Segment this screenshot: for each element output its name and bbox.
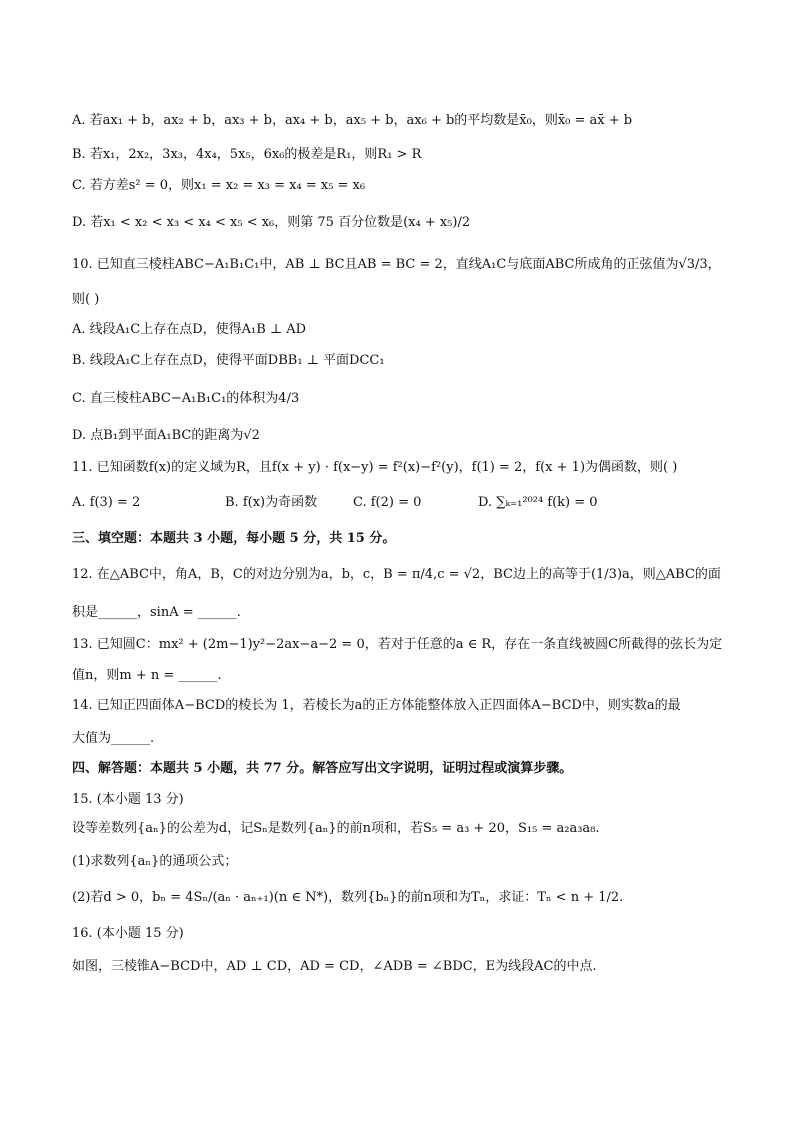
q11-option-b: B. f(x)为奇函数	[225, 495, 318, 510]
q11-option-c: C. f(2) = 0	[353, 495, 422, 510]
q10-option-d: D. 点B₁到平面A₁BC的距离为√2	[72, 428, 260, 443]
q9-option-b: B. 若x₁，2x₂，3x₃，4x₄，5x₅，6x₆的极差是R₁，则R₁ > R	[72, 147, 422, 162]
q15-part1: (1)求数列{aₙ}的通项公式；	[72, 854, 238, 869]
q9-option-d: D. 若x₁ < x₂ < x₃ < x₄ < x₅ < x₆，则第 75 百分位数是(x₄ + x₅)/2	[72, 215, 471, 230]
q12-stem-cont: 积是______，sinA = ______.	[72, 605, 241, 620]
q15-stem: 设等差数列{aₙ}的公差为d，记Sₙ是数列{aₙ}的前n项和，若S₅ = a₃ + 20，S₁₅ = a₂a₃a₈.	[72, 821, 600, 836]
q9-option-a: A. 若ax₁ + b，ax₂ + b，ax₃ + b，ax₄ + b，ax₅ + b，ax₆ + b的平均数是x̄₀，则x̄₀ = ax̄ + b	[72, 113, 633, 128]
q14-stem: 14. 已知正四面体A−BCD的棱长为 1，若棱长为a的正方体能整体放入正四面体A−BCD中，则实数a的最	[72, 698, 681, 713]
q10-option-b: B. 线段A₁C上存在点D，使得平面DBB₁ ⊥ 平面DCC₁	[72, 353, 385, 368]
section-header-solutions: 四、解答题：本题共 5 小题，共 77 分。解答应写出文字说明，证明过程或演算步骤。	[72, 761, 573, 776]
q10-stem-cont: 则( )	[72, 292, 100, 307]
q11-stem: 11. 已知函数f(x)的定义域为R，且f(x + y) · f(x−y) = f²(x)−f²(y)，f(1) = 2，f(x + 1)为偶函数，则( )	[72, 460, 678, 475]
q11-option-a: A. f(3) = 2	[72, 495, 141, 510]
q16-title: 16. (本小题 15 分)	[72, 926, 184, 941]
section-header-fill-in: 三、填空题：本题共 3 小题，每小题 5 分，共 15 分。	[72, 531, 396, 546]
q12-stem: 12. 在△ABC中，角A，B，C的对边分别为a，b，c，B = π/4,c = √2，BC边上的高等于(1/3)a，则△ABC的面	[72, 567, 721, 582]
q9-option-c: C. 若方差s² = 0，则x₁ = x₂ = x₃ = x₄ = x₅ = x₆	[72, 178, 366, 193]
q11-option-d: D. ∑ₖ₌₁²⁰²⁴ f(k) = 0	[478, 495, 598, 510]
q10-stem: 10. 已知直三棱柱ABC−A₁B₁C₁中，AB ⊥ BC且AB = BC = 2，直线A₁C与底面ABC所成角的正弦值为√3/3，	[72, 257, 721, 272]
q16-stem: 如图，三棱锥A−BCD中，AD ⊥ CD，AD = CD，∠ADB = ∠BDC，E为线段AC的中点.	[72, 959, 597, 974]
q13-stem: 13. 已知圆C：mx² + (2m−1)y²−2ax−a−2 = 0，若对于任意的a ∈ R，存在一条直线被圆C所截得的弦长为定	[72, 637, 723, 652]
q15-title: 15. (本小题 13 分)	[72, 792, 184, 807]
q15-part2: (2)若d > 0，bₙ = 4Sₙ/(aₙ · aₙ₊₁)(n ∈ N*)，数列{bₙ}的前n项和为Tₙ，求证：Tₙ < n + 1/2.	[72, 890, 624, 905]
q14-stem-cont: 大值为______.	[72, 731, 155, 746]
q13-stem-cont: 值n，则m + n = ______.	[72, 668, 222, 683]
q10-option-c: C. 直三棱柱ABC−A₁B₁C₁的体积为4/3	[72, 391, 300, 406]
q10-option-a: A. 线段A₁C上存在点D，使得A₁B ⊥ AD	[72, 322, 307, 337]
